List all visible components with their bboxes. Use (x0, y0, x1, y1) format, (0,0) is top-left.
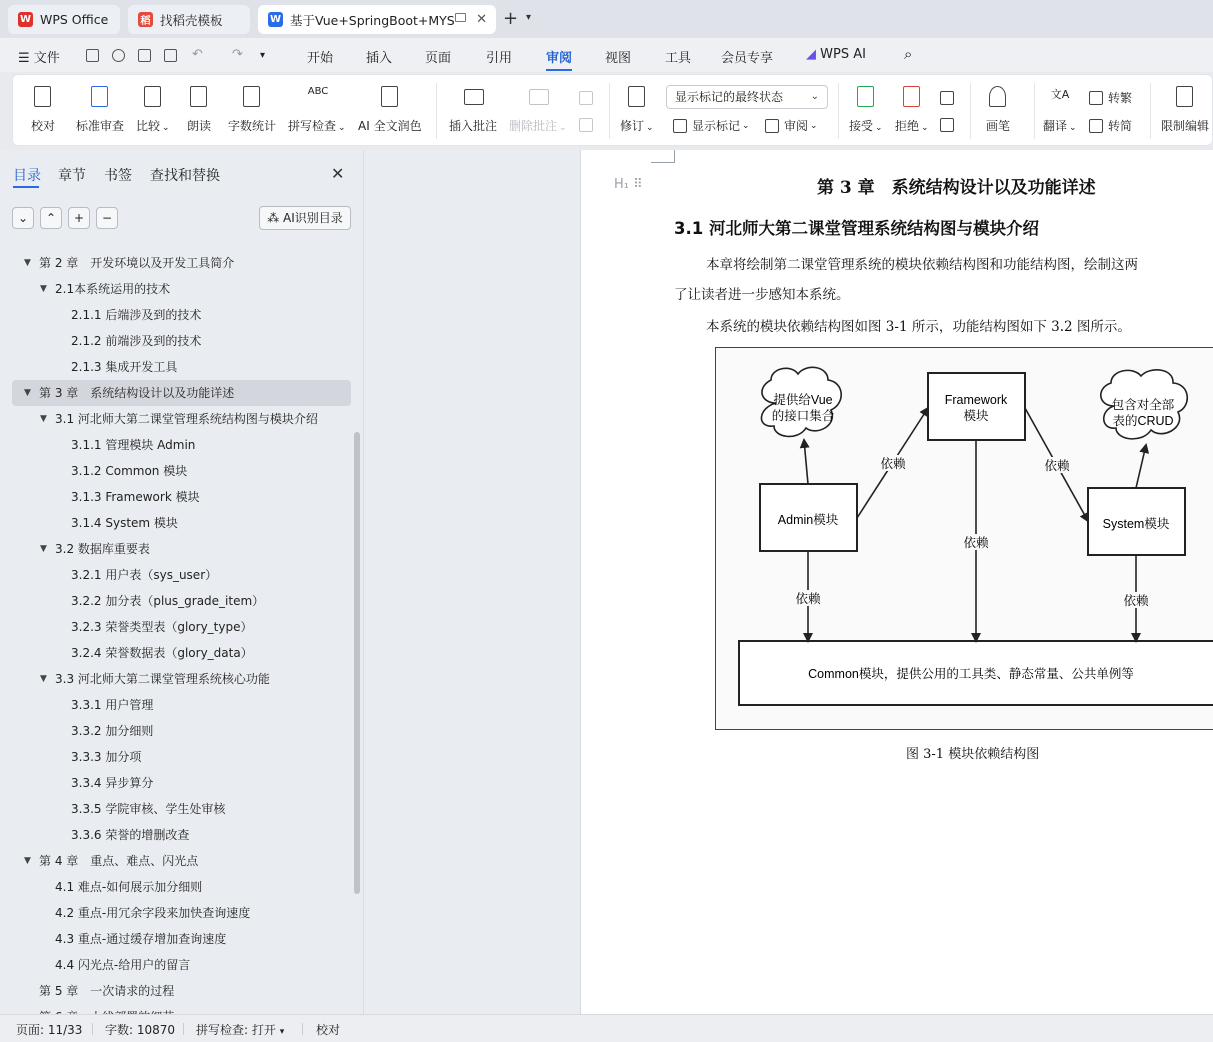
toc-item-label: 3.3.6 荣誉的增删改查 (71, 828, 190, 842)
wps-logo-icon: W (19, 14, 32, 25)
new-tab-icon[interactable]: + (503, 8, 519, 29)
wps-ai-menu[interactable] (806, 47, 866, 62)
chevron-up-icon: ⌃ (45, 211, 57, 225)
toc-item[interactable] (0, 354, 363, 380)
status-divider (92, 1023, 93, 1035)
remove-heading-button[interactable] (96, 207, 118, 229)
toc-item-label: 3.2.3 荣誉类型表（glory_type） (71, 620, 253, 634)
next-comment-icon[interactable] (579, 118, 598, 132)
nav-tab-bookmarks[interactable]: 书签 (104, 168, 132, 184)
expand-arrow-icon[interactable]: ▼ (40, 414, 47, 424)
compare-label: 比较 (136, 119, 161, 133)
expand-arrow-icon[interactable]: ▼ (24, 856, 31, 866)
word-count-status[interactable]: 字数: 10870 (105, 1023, 176, 1037)
menu-review[interactable]: 审阅 (546, 51, 573, 66)
chevron-down-icon: ⌄ (810, 91, 819, 102)
expand-arrow-icon[interactable]: ▼ (40, 674, 47, 684)
toc-item-label: 4.2 重点-用冗余字段来加快查询速度 (55, 906, 251, 920)
docer-icon: 稻 (138, 12, 153, 27)
spell-check-status-label: 拼写检查: 打开 (196, 1023, 276, 1037)
cloud-right-line1: 包含对全部 (1111, 398, 1175, 412)
insert-comment-label: 插入批注 (449, 119, 498, 133)
close-icon[interactable]: ✕ (331, 164, 345, 183)
toc-item-label: 第 3 章 系统结构设计以及功能详述 (39, 386, 235, 400)
expand-arrow-icon[interactable]: ▼ (40, 284, 47, 294)
close-tab-icon[interactable]: ✕ (476, 12, 487, 27)
toc-item[interactable] (0, 796, 363, 822)
toc-item-label: 3.3.3 加分项 (71, 750, 142, 764)
expand-arrow-icon[interactable]: ▼ (40, 544, 47, 554)
dep-label: 依赖 (1123, 594, 1149, 608)
admin-label: Admin模块 (777, 513, 839, 527)
markup-state-select[interactable] (666, 85, 828, 109)
toc-item-label: 4.3 重点-通过缓存增加查询速度 (55, 932, 227, 946)
review-pane-icon (765, 119, 779, 133)
framework-line1: Framework (944, 393, 1008, 407)
translate-label: 翻译 (1043, 119, 1068, 133)
chapter-heading: 第 3 章 系统结构设计以及功能详述 (817, 178, 1096, 198)
toc-item-label: 3.2.1 用户表（sys_user） (71, 568, 218, 582)
tab-label: 找稻壳模板 (160, 12, 223, 28)
show-markup-button[interactable]: 显示标记 ⌄ (673, 117, 750, 134)
toc-item[interactable] (0, 614, 363, 640)
nav-tab-toc[interactable]: 目录 (13, 168, 41, 184)
review-ribbon (12, 74, 1213, 146)
toc-item-label: 2.1本系统运用的技术 (55, 282, 171, 296)
ribbon-divider (1034, 83, 1035, 139)
toc-item-label: 4.4 闪光点-给用户的留言 (55, 958, 191, 972)
ribbon-divider (838, 83, 839, 139)
tab-docer-templates[interactable] (128, 5, 250, 34)
toc-item-label: 3.3 河北师大第二课堂管理系统核心功能 (55, 672, 270, 686)
toc-item[interactable] (0, 458, 363, 484)
traditional-icon (1089, 91, 1103, 105)
wps-ai-icon: ◢ (806, 47, 816, 62)
proofread-label: 校对 (31, 119, 56, 133)
active-nav-tab-indicator (13, 186, 39, 188)
toc-item-label: 3.1.1 管理模块 Admin (71, 438, 196, 452)
chevron-down-icon: ▾ (279, 1027, 285, 1037)
search-icon[interactable]: ⌕ (904, 45, 913, 63)
toc-item[interactable] (0, 718, 363, 744)
previous-change-icon[interactable] (940, 91, 959, 105)
toc-item-label: 3.2.4 荣誉数据表（glory_data） (71, 646, 253, 660)
dep-label: 依赖 (795, 592, 821, 606)
ai-polish-button[interactable] (358, 81, 422, 134)
quick-access-more-icon[interactable]: ▾ (260, 50, 266, 61)
monitor-icon[interactable] (455, 13, 466, 22)
ai-toc-button[interactable] (259, 206, 351, 230)
spell-check-label: 拼写检查 (288, 119, 337, 133)
review-pane-button[interactable]: 审阅 ⌄ (765, 117, 818, 134)
toc-item[interactable] (0, 848, 363, 874)
track-changes-icon (625, 85, 649, 111)
toc-item[interactable] (0, 432, 363, 458)
ai-toc-label: AI识别目录 (283, 211, 343, 225)
accept-icon (854, 85, 878, 111)
print-preview-icon[interactable] (164, 49, 177, 62)
to-simplified-label: 转简 (1108, 119, 1133, 133)
nav-tab-find-replace[interactable]: 查找和替换 (150, 168, 220, 184)
to-traditional-label: 转繁 (1108, 91, 1133, 105)
toc-item[interactable] (0, 822, 363, 848)
spell-check-icon: ABC (307, 86, 329, 97)
toc-item-label: 3.3.4 异步算分 (71, 776, 154, 790)
menu-member[interactable]: 会员专享 (721, 51, 774, 66)
tab-document[interactable] (258, 5, 496, 34)
expand-arrow-icon[interactable]: ▼ (24, 388, 31, 398)
save-icon[interactable] (86, 49, 99, 62)
standard-review-button[interactable] (76, 81, 124, 134)
add-heading-button[interactable] (68, 207, 90, 229)
tab-label: 基于Vue+SpringBoot+MYS (290, 12, 455, 28)
toc-item-label: 3.1.2 Common 模块 (71, 464, 188, 478)
track-changes-label: 修订 (620, 119, 645, 133)
toc-item[interactable] (0, 250, 363, 276)
spell-check-button[interactable]: ABC 拼写检查 ⌄ (288, 86, 346, 133)
comment-add-icon (461, 85, 485, 111)
menu-references[interactable]: 引用 (486, 51, 513, 66)
ribbon-divider (970, 83, 971, 139)
toc-item[interactable] (0, 588, 363, 614)
toc-item-label: 2.1.1 后端涉及到的技术 (71, 308, 202, 322)
writer-doc-icon: W (269, 14, 282, 25)
toc-item[interactable] (12, 380, 351, 406)
undo-icon[interactable]: ↶ (192, 47, 203, 62)
ai-polish-label: AI 全文润色 (358, 119, 422, 133)
status-divider (302, 1023, 303, 1035)
chevron-down-icon[interactable]: ▾ (526, 12, 532, 23)
word-count-button[interactable] (228, 81, 276, 134)
toc-item-label: 3.3.2 加分细则 (71, 724, 154, 738)
proofread-button[interactable] (31, 81, 55, 134)
module-dependency-figure[interactable] (715, 347, 1213, 730)
common-label: Common模块，提供公用的工具类、静态常量、公共单例等 (808, 667, 1134, 681)
show-markup-label: 显示标记 (692, 119, 741, 133)
toc-item[interactable] (0, 770, 363, 796)
menu-insert[interactable]: 插入 (366, 51, 393, 66)
page-indicator[interactable]: 页面: 11/33 (16, 1023, 83, 1037)
toc-item[interactable] (0, 952, 363, 978)
navigation-pane (0, 150, 363, 1014)
dep-label: 依赖 (1044, 459, 1070, 473)
toc-item-label: 3.2 数据库重要表 (55, 542, 150, 556)
expand-arrow-icon[interactable]: ▼ (24, 258, 31, 268)
insert-comment-button[interactable] (449, 81, 497, 134)
arrow-system-to-cloud (1136, 445, 1146, 488)
toc-item[interactable] (0, 536, 363, 562)
previous-comment-icon[interactable] (579, 91, 598, 105)
module-dependency-diagram (716, 348, 1213, 731)
body-paragraph: 了让读者进一步感知本系统。 (674, 287, 850, 303)
dep-label: 依赖 (880, 457, 906, 471)
ribbon-divider (609, 83, 610, 139)
toc-item[interactable] (0, 328, 363, 354)
chevron-down-icon: ⌄ (17, 211, 29, 225)
word-count-icon (240, 85, 264, 111)
figure-caption: 图 3-1 模块依赖结构图 (906, 747, 1040, 762)
system-label: System模块 (1102, 517, 1170, 531)
magic-wand-icon (378, 85, 402, 111)
simplified-icon (1089, 119, 1103, 133)
active-menu-indicator (546, 69, 572, 71)
arrow-admin-to-cloud (804, 440, 808, 484)
title-tab-bar (0, 0, 1213, 38)
redo-icon[interactable]: ↷ (232, 47, 243, 62)
review-pane-label: 审阅 (784, 119, 809, 133)
toc-item-label: 3.3.5 学院审核、学生处审核 (71, 802, 226, 816)
cloud-left-line1: 提供给Vue (773, 393, 833, 407)
heading-drag-handle-icon[interactable]: H₁ ⠿ (614, 177, 643, 192)
pen-icon (986, 85, 1010, 111)
to-simplified-button[interactable] (1089, 117, 1132, 134)
track-changes-button[interactable]: 修订 ⌄ (620, 81, 654, 134)
delete-comment-label: 删除批注 (509, 119, 558, 133)
toc-item[interactable] (0, 484, 363, 510)
toc-item-label: 3.1.4 System 模块 (71, 516, 178, 530)
toc-item-label: 2.1.2 前端涉及到的技术 (71, 334, 202, 348)
wps-ai-label: WPS AI (820, 47, 866, 62)
toc-item-label: 第 4 章 重点、难点、闪光点 (39, 854, 199, 868)
toc-item-label: 第 2 章 开发环境以及开发工具简介 (39, 256, 235, 270)
file-menu[interactable]: ☰ 文件 (18, 51, 60, 66)
cloud-right-line2: 表的CRUD (1112, 414, 1174, 428)
toc-item[interactable] (0, 692, 363, 718)
toc-item[interactable] (0, 900, 363, 926)
toc-item-label: 2.1.3 集成开发工具 (71, 360, 178, 374)
proofread-icon (31, 85, 55, 111)
read-aloud-label: 朗读 (187, 119, 212, 133)
toc-item-label: 3.2.2 加分表（plus_grade_item） (71, 594, 265, 608)
menu-view[interactable]: 视图 (605, 51, 632, 66)
toc-item[interactable] (0, 874, 363, 900)
comment-delete-icon (526, 85, 550, 111)
ink-label: 画笔 (986, 119, 1011, 133)
toc-item-label: 3.1 河北师大第二课堂管理系统结构图与模块介绍 (55, 412, 318, 426)
cloud-left-line2: 的接口集合 (771, 409, 835, 423)
read-aloud-button[interactable] (187, 81, 211, 134)
tab-wps-office[interactable] (8, 5, 120, 34)
toc-item[interactable] (0, 276, 363, 302)
level-up-button[interactable] (40, 207, 62, 229)
ink-button[interactable] (986, 81, 1010, 134)
accept-button[interactable]: 接受 ⌄ (849, 81, 883, 134)
restrict-edit-button[interactable] (1161, 81, 1209, 134)
section-heading: 3.1 河北师大第二课堂管理系统结构图与模块介绍 (674, 219, 1039, 238)
reject-button[interactable]: 拒绝 ⌄ (895, 81, 929, 134)
toc-item[interactable] (0, 744, 363, 770)
toc-scrollbar[interactable] (354, 432, 360, 894)
standard-review-label: 标准审查 (76, 119, 125, 133)
toc-item[interactable] (0, 406, 363, 432)
reject-icon (900, 85, 924, 111)
delete-comment-button[interactable]: 删除批注 ⌄ (509, 81, 567, 134)
dep-label: 依赖 (963, 536, 989, 550)
toc-item-label: 3.3.1 用户管理 (71, 698, 154, 712)
toc-item[interactable] (0, 666, 363, 692)
ribbon-divider (1150, 83, 1151, 139)
menu-page[interactable]: 页面 (425, 51, 452, 66)
show-markup-icon (673, 119, 687, 133)
status-bar (0, 1014, 1213, 1042)
toc-item[interactable] (0, 640, 363, 666)
print-icon[interactable] (138, 49, 151, 62)
toc-item-label: 3.1.3 Framework 模块 (71, 490, 200, 504)
minus-icon: − (101, 211, 113, 225)
compare-button[interactable]: 比较 ⌄ (136, 81, 170, 134)
translate-icon: 文A (1050, 88, 1070, 101)
translate-button[interactable]: 文A 翻译 ⌄ (1043, 81, 1077, 134)
tab-label: WPS Office (40, 12, 109, 27)
proofread-status[interactable]: 校对 (316, 1023, 341, 1037)
status-divider (183, 1023, 184, 1035)
body-paragraph: 本章将绘制第二课堂管理系统的模块依赖结构图和功能结构图，绘制这两 (706, 257, 1138, 273)
compare-icon (141, 85, 165, 111)
ribbon-divider (436, 83, 437, 139)
spell-check-status[interactable] (196, 1021, 284, 1038)
menu-home[interactable]: 开始 (307, 51, 334, 66)
toc-item-label: 第 5 章 一次请求的过程 (39, 984, 175, 998)
toc-item[interactable] (0, 978, 363, 1004)
next-change-icon[interactable] (940, 118, 959, 132)
document-page[interactable] (580, 150, 1213, 1014)
reject-label: 拒绝 (895, 119, 920, 133)
to-traditional-button[interactable] (1089, 89, 1132, 106)
accept-label: 接受 (849, 119, 874, 133)
restrict-edit-label: 限制编辑 (1161, 119, 1210, 133)
toc-item[interactable] (0, 302, 363, 328)
toc-item-label: 4.1 难点-如何展示加分细则 (55, 880, 203, 894)
ai-icon: ⁂ (267, 211, 280, 225)
standard-review-icon (88, 85, 112, 111)
plus-icon: + (73, 211, 85, 225)
menu-bar (0, 38, 1213, 72)
toc-item[interactable] (0, 926, 363, 952)
crop-mark (651, 150, 675, 163)
toc-item[interactable] (0, 510, 363, 536)
pen-icon[interactable] (112, 49, 125, 62)
body-paragraph: 本系统的模块依赖结构图如图 3-1 所示，功能结构图如下 3.2 图所示。 (706, 319, 1131, 335)
markup-state-value: 显示标记的最终状态 (675, 90, 784, 104)
collapse-all-button[interactable] (12, 207, 34, 229)
restrict-edit-icon (1173, 85, 1197, 111)
menu-tools[interactable]: 工具 (665, 51, 692, 66)
toc-item[interactable] (0, 562, 363, 588)
nav-tab-sections[interactable]: 章节 (58, 168, 86, 184)
document-gutter (363, 150, 580, 1014)
framework-line2: 模块 (963, 409, 989, 423)
read-aloud-icon (187, 85, 211, 111)
word-count-label: 字数统计 (228, 119, 277, 133)
file-menu-label: 文件 (33, 51, 60, 66)
